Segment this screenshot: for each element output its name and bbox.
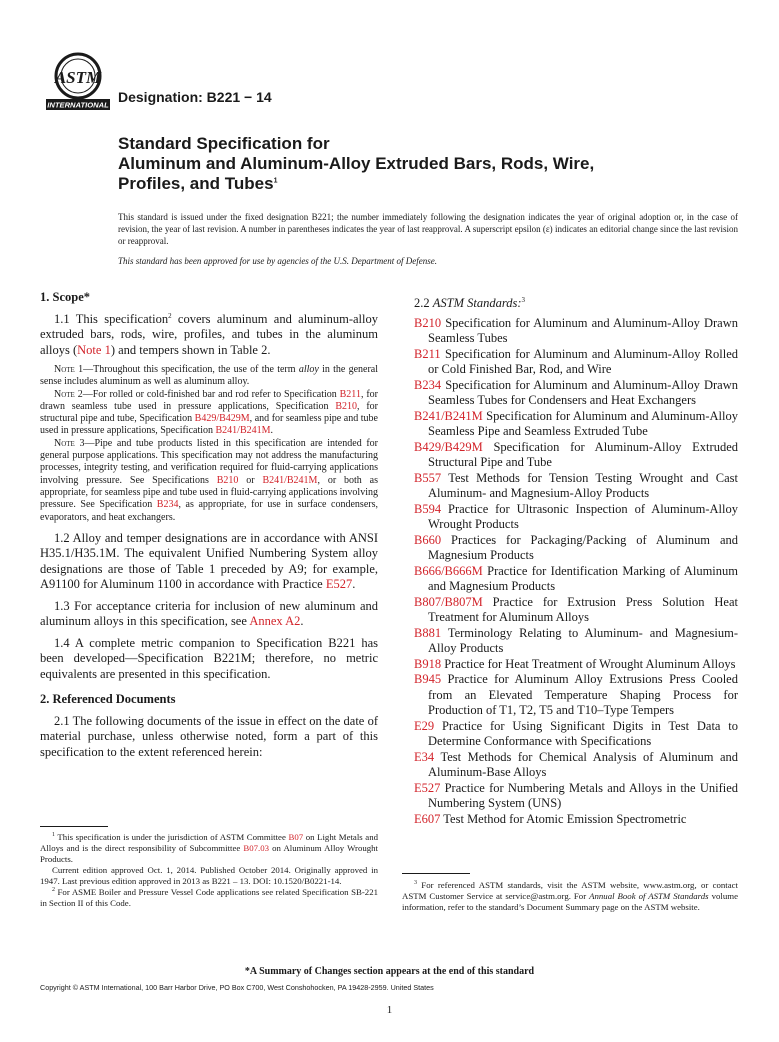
standard-code-link[interactable]: B945	[414, 672, 442, 686]
title-line-2: Aluminum and Aluminum-Alloy Extruded Bars, Rods, Wire,	[118, 154, 595, 173]
note-label: Note 2	[54, 388, 83, 400]
annex-a2-link[interactable]: Annex A2	[249, 614, 301, 629]
footnote-divider	[402, 873, 470, 874]
footnote-marker: 1	[52, 832, 55, 839]
standard-title: Practice for Extrusion Press Solution Heat Treatment for Aluminum Alloys	[428, 594, 738, 624]
standard-item	[414, 440, 738, 471]
text: , for structural pipe and tube, Specification	[40, 400, 378, 425]
section-1-3	[40, 599, 378, 630]
text: on Light Metals and Alloys and is the direct responsibility of Subcommittee	[40, 832, 378, 853]
standard-item	[414, 595, 738, 626]
text: —Pipe and tube products listed in this specification are intended for general purpose applications. This specification may not address the manufacturing processes, integrity testing, and verification required for fluid-carrying applications involving pressure. See Specifications	[40, 437, 378, 486]
standard-code-link[interactable]: E29	[414, 718, 435, 733]
svg-text:ASTM: ASTM	[54, 68, 102, 87]
standard-code-link[interactable]: B234	[414, 377, 442, 392]
section-1-1	[40, 312, 378, 359]
standard-code-link[interactable]: B594	[414, 501, 442, 516]
b07-03-link[interactable]: B07.03	[243, 843, 270, 853]
standard-title: Specification for Aluminum and Aluminum-Alloy Seamless Pipe and Seamless Extruded Tube	[428, 408, 738, 438]
footnote-ref-2[interactable]: 2	[168, 311, 172, 320]
standard-item	[414, 750, 738, 781]
b210-link[interactable]: B210	[335, 400, 358, 412]
note-1	[40, 364, 378, 389]
copyright: Copyright © ASTM International, 100 Barr Harbor Drive, PO Box C700, West Conshohocken, PA 19428-2959. United States	[40, 983, 434, 992]
standard-title: Practice for Ultrasonic Inspection of Aluminum-Alloy Wrought Products	[428, 501, 738, 531]
e527-link[interactable]: E527	[325, 577, 353, 592]
standard-code-link[interactable]: E527	[414, 780, 441, 795]
text: , or both as appropriate, for seamless pipe and tube used in fluid-carrying applications involving pressure. See Specification	[40, 474, 378, 511]
text: —For rolled or cold-finished bar and rod refer to Specification	[82, 388, 340, 400]
title-footnote-ref[interactable]: 1	[273, 177, 278, 185]
b234-link[interactable]: B234	[156, 499, 179, 511]
footnote-divider	[40, 826, 108, 827]
b07-link[interactable]: B07	[288, 832, 304, 842]
standard-title: Specification for Aluminum and Aluminum-Alloy Drawn Seamless Tubes	[428, 315, 738, 345]
footnote-ref-3[interactable]: 3	[521, 295, 526, 304]
footnote-1-edition: Current edition approved Oct. 1, 2014. Published October 2014. Originally approved in 1947. Last previous edition approved in 2013 as B221 – 13. DOI: 10.1520/B0221-14.	[40, 865, 378, 886]
title-line-1: Standard Specification for	[118, 134, 330, 153]
text: For referenced ASTM standards, visit the ASTM website, www.astm.org, or contact ASTM Customer Service at service@astm.org. For	[402, 880, 738, 901]
standard-item	[414, 347, 738, 378]
footnote-marker: 2	[52, 887, 55, 894]
standard-title: Practices for Packaging/Packing of Aluminum and Magnesium Products	[428, 532, 738, 562]
standards-list	[402, 316, 738, 828]
text: alloy	[298, 364, 319, 375]
standard-title: Practice for Heat Treatment of Wrought Aluminum Alloys	[441, 656, 736, 671]
approval-statement: This standard has been approved for use by agencies of the U.S. Department of Defense.	[118, 256, 438, 266]
text: or	[238, 474, 263, 486]
standard-title: Practice for Aluminum Alloy Extrusions Press Cooled from an Elevated Temperature Shaping Process for Production of T1, T2, T5 and T10–Type Tempers	[428, 672, 738, 717]
standard-code-link[interactable]: B660	[414, 532, 442, 547]
standard-code-link[interactable]: B918	[414, 656, 442, 671]
standard-code-link[interactable]: B241/B241M	[414, 408, 483, 423]
standard-item	[414, 719, 738, 750]
text: For ASME Boiler and Pressure Vessel Code applications see related Specification SB-221 in Section II of this Code.	[40, 887, 378, 908]
astm-logo	[44, 52, 112, 112]
astm-standards-heading	[414, 296, 738, 312]
b210-link[interactable]: B210	[216, 474, 239, 486]
text: on Aluminum Alloy Wrought Products.	[40, 843, 379, 864]
title-line-3: Profiles, and Tubes	[118, 174, 274, 193]
note-label: Note 3	[54, 437, 85, 449]
text: in the general sense includes aluminum as well as aluminum alloy.	[40, 364, 378, 388]
section-2-1: 2.1 The following documents of the issue in effect on the date of material purchase, unless otherwise noted, form a part of this specification to the extent referenced herein:	[40, 713, 378, 759]
text: ASTM Standards:	[432, 296, 522, 310]
document-title	[118, 134, 758, 194]
left-column	[40, 290, 378, 766]
footnote-1	[40, 832, 378, 865]
standard-title: Specification for Aluminum and Aluminum-Alloy Rolled or Cold Finished Bar, Rod, and Wire	[428, 346, 738, 376]
standard-code-link[interactable]: B211	[414, 346, 441, 361]
standard-item	[414, 564, 738, 595]
standard-title: Specification for Aluminum and Aluminum-Alloy Drawn Seamless Tubes for Condensers and Heat Exchangers	[428, 377, 738, 407]
standard-title: Test Methods for Chemical Analysis of Aluminum and Aluminum-Base Alloys	[428, 749, 738, 779]
text: —Throughout this specification, the use of the term	[83, 364, 299, 375]
b241-link[interactable]: B241/B241M	[215, 425, 271, 437]
text: ) and tempers shown in Table 2.	[110, 342, 271, 357]
standard-item	[414, 378, 738, 409]
text: .	[270, 425, 274, 437]
b429-link[interactable]: B429/B429M	[194, 413, 250, 425]
footnote-3	[402, 880, 738, 913]
note-2	[40, 389, 378, 438]
text: .	[300, 614, 304, 629]
text: This specification is under the jurisdiction of ASTM Committee	[55, 832, 289, 842]
note-1-link[interactable]: Note 1	[77, 342, 111, 357]
b241-link[interactable]: B241/B241M	[262, 474, 318, 486]
text: 1.1 This specification	[54, 311, 169, 326]
standard-code-link[interactable]: E607	[414, 811, 441, 826]
standard-title: Practice for Identification Marking of Aluminum and Magnesium Products	[428, 563, 738, 593]
standard-title: Test Method for Atomic Emission Spectrometric	[440, 811, 687, 826]
standard-code-link[interactable]: E34	[414, 749, 435, 764]
right-column	[402, 290, 738, 827]
text: , as appropriate, for use in surface condensers, evaporators, and heat exchangers.	[40, 499, 378, 523]
standard-item	[414, 812, 738, 828]
standard-code-link[interactable]: B666/B666M	[414, 563, 483, 578]
standard-item	[414, 672, 738, 719]
standard-item	[414, 471, 738, 502]
text: volume information, refer to the standard’s Document Summary page on the ASTM website.	[402, 891, 738, 912]
section-1-2	[40, 531, 378, 593]
text: Annual Book of ASTM Standards	[589, 891, 709, 901]
standard-item	[414, 409, 738, 440]
text: , and for seamless pipe and tube used in pressure applications, Specification	[40, 413, 378, 437]
footnote-marker: 3	[414, 880, 417, 887]
standard-title: Practice for Using Significant Digits in Test Data to Determine Conformance with Specifications	[428, 718, 738, 748]
standard-title: Test Methods for Tension Testing Wrought and Cast Aluminum- and Magnesium-Alloy Products	[428, 470, 738, 500]
standard-code-link[interactable]: B557	[414, 470, 442, 485]
standard-item	[414, 502, 738, 533]
standard-code-link[interactable]: B429/B429M	[414, 439, 483, 454]
standard-item	[414, 626, 738, 657]
standard-item	[414, 657, 738, 673]
notes	[40, 364, 378, 524]
summary-of-changes-note: *A Summary of Changes section appears at the end of this standard	[244, 966, 535, 977]
section-1-4: 1.4 A complete metric companion to Specification B221 has been developed—Specification B221M; therefore, no metric equivalents are presented in this specification.	[40, 635, 378, 681]
footnote-2	[40, 887, 378, 909]
logo-text: INTERNATIONAL	[47, 100, 109, 110]
footnotes-right	[402, 880, 738, 913]
b211-link[interactable]: B211	[339, 388, 361, 400]
note-3	[40, 438, 378, 524]
standard-title: Practice for Numbering Metals and Alloys in the Unified Numbering System (UNS)	[428, 780, 738, 810]
text: covers aluminum and aluminum-alloy extruded bars, rods, wire, profiles, and tubes in the aluminum alloys (	[40, 311, 378, 357]
text: , for drawn seamless tube used in pressure applications, Specification	[40, 388, 378, 412]
designation: Designation: B221 − 14	[118, 89, 272, 105]
text: 1.3 For acceptance criteria for inclusion of new aluminum and aluminum alloys in this specification, see	[40, 598, 378, 629]
text: .	[352, 577, 356, 592]
scope-heading: 1. Scope*	[40, 290, 90, 304]
footnotes-left	[40, 832, 378, 909]
standard-item	[414, 533, 738, 564]
standard-code-link[interactable]: B210	[414, 315, 442, 330]
standard-item	[414, 316, 738, 347]
standard-title: Specification for Aluminum-Alloy Extruded Structural Pipe and Tube	[428, 439, 738, 469]
standard-title: Terminology Relating to Aluminum- and Magnesium-Alloy Products	[428, 625, 738, 655]
text: 2.2	[414, 296, 433, 310]
issuance-statement: This standard is issued under the fixed designation B221; the number immediately following the designation indicates the year of original adoption or, in the case of revision, the year of last revision. A number in parentheses indicates the year of last reapproval. A superscript epsilon (ε) indicates an editorial change since the last revision or reapproval.	[118, 212, 738, 246]
referenced-documents-heading: 2. Referenced Documents	[40, 692, 176, 707]
standard-item	[414, 781, 738, 812]
note-label: Note 1	[54, 364, 84, 375]
page-number: 1	[386, 1004, 393, 1016]
standard-code-link[interactable]: B881	[414, 625, 442, 640]
standard-code-link[interactable]: B807/B807M	[414, 594, 483, 609]
text: 1.2 Alloy and temper designations are in accordance with ANSI H35.1/H35.1M. The equivalent Unified Numbering System alloy designations are those of Table 1 preceded by A9; for example, A91100 for Aluminum 1100 in accordance with Practice	[40, 530, 378, 592]
